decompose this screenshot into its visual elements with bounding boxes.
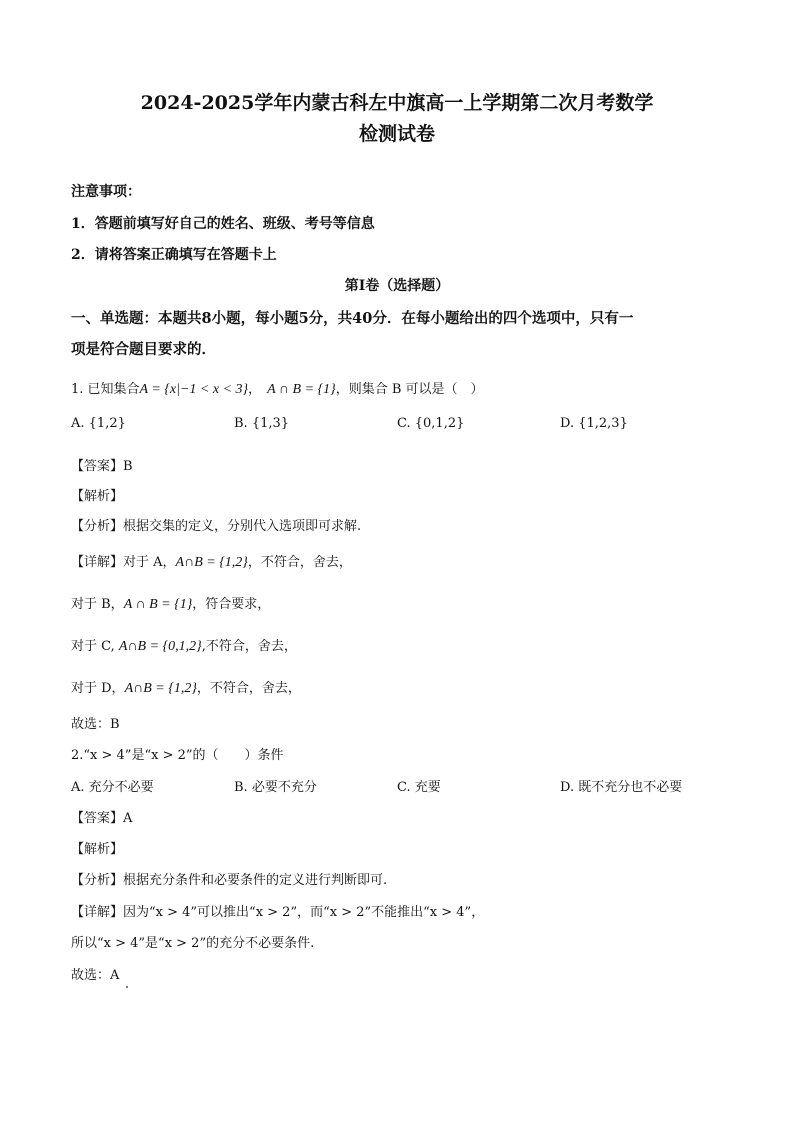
detail-math: A∩B = {1,2} [124, 681, 197, 696]
detail-prefix: 【详解】对于 A， [71, 555, 176, 570]
notice-item-1: 1．答题前填写好自己的姓名、班级、考号等信息 [71, 216, 375, 232]
section-heading-line-1: 一、单选题：本题共8小题，每小题5分，共40分．在每小题给出的四个选项中，只有一 [71, 310, 634, 327]
question-2-analysis: 【分析】根据充分条件和必要条件的定义进行判断即可. [71, 873, 388, 888]
detail-suffix: ,不符合，舍去， [201, 639, 297, 654]
question-1-detail-b [71, 593, 270, 613]
question-1-comma: ， [248, 382, 262, 397]
part-title: 第I卷（选择题） [344, 278, 450, 294]
section-heading-line-2: 项是符合题目要求的． [71, 341, 216, 358]
detail-suffix: ，不符合，舍去， [247, 555, 352, 570]
question-1-detail-c [71, 635, 297, 655]
question-2-option-a: A. 充分不必要 [71, 780, 154, 795]
question-1-option-a: A. {1,2} [71, 416, 126, 431]
question-1-detail-a [71, 551, 352, 571]
notice-heading: 注意事项： [71, 184, 141, 200]
detail-suffix: ，符合要求， [192, 597, 271, 612]
question-2-jiexi: 【解析】 [71, 842, 124, 857]
detail-prefix: 对于 C, [71, 639, 119, 654]
document-title-line-1: 2024-2025学年内蒙古科左中旗高一上学期第二次月考数学 [140, 92, 654, 114]
question-2-option-d: D. 既不充分也不必要 [560, 780, 683, 795]
question-2-option-b: B. 必要不充分 [234, 780, 317, 795]
question-1-set-a: A = {x|−1 < x < 3} [139, 382, 249, 397]
question-1-prefix: 1. 已知集合 [71, 382, 140, 397]
question-1-option-b: B. {1,3} [234, 416, 290, 431]
detail-math: A ∩ B = {1} [123, 597, 193, 612]
question-1-detail-d [71, 677, 301, 697]
detail-prefix: 对于 D， [71, 681, 125, 696]
question-1-option-d: D. {1,2,3} [560, 416, 628, 431]
question-2-conclusion: 故选：A [71, 968, 120, 983]
question-2-detail-line-1: 【详解】因为“x > 4”可以推出“x > 2”，而“x > 2”不能推出“x > 4”， [71, 905, 485, 920]
detail-math: A∩B = {1,2} [175, 555, 248, 570]
question-1-option-c: C. {0,1,2} [397, 416, 465, 431]
detail-math: A∩B = {0,1,2} [118, 639, 202, 654]
question-1-suffix: ，则集合 B 可以是（ ） [335, 382, 484, 397]
question-1-conclusion: 故选：B [71, 717, 120, 732]
question-1-answer: 【答案】B [71, 459, 133, 474]
stray-dot-mark [126, 986, 128, 988]
question-1-jiexi: 【解析】 [71, 489, 124, 504]
detail-suffix: ，不符合，舍去， [196, 681, 301, 696]
question-2-option-c: C. 充要 [397, 780, 441, 795]
question-1-analysis: 【分析】根据交集的定义，分别代入选项即可求解. [71, 519, 362, 534]
question-2-answer: 【答案】A [71, 811, 133, 826]
notice-item-2: 2．请将答案正确填写在答题卡上 [71, 247, 277, 263]
question-1-stem [71, 378, 484, 398]
question-2-detail-line-2: 所以“x > 4”是“x > 2”的充分不必要条件. [71, 936, 315, 951]
question-1-condition: A ∩ B = {1} [267, 382, 336, 397]
question-2-stem: 2.“x > 4”是“x > 2”的（ ）条件 [71, 748, 284, 763]
document-title-line-2: 检测试卷 [358, 123, 435, 145]
detail-prefix: 对于 B， [71, 597, 124, 612]
